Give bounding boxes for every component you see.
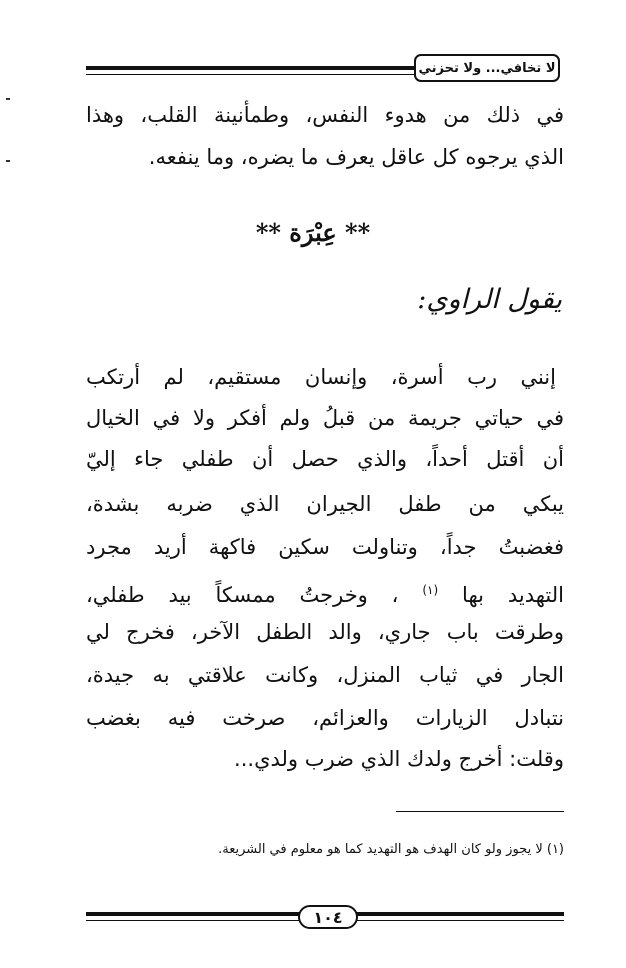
text-line: يبكي من طفل الجيران الذي ضربه بشدة، <box>86 492 564 516</box>
running-title: لا تخافي... ولا تحزني <box>414 54 560 82</box>
footnote-separator <box>396 811 564 812</box>
footnote-marker[interactable]: (١) <box>422 583 439 597</box>
section-title: ** عِبْرَة ** <box>255 218 371 247</box>
text-line: أن أقتل أحداً، والذي حصل أن طفلي جاء إليّ <box>86 447 564 471</box>
text-fragment: ، وخرجتُ ممسكاً بيد طفلي، <box>86 583 399 607</box>
text-line: وطرقت باب جاري، والد الطفل الآخر، فخرج لي <box>86 620 564 644</box>
page-number: ١٠٤ <box>298 905 358 929</box>
text-line: إنني رب أسرة، وإنسان مستقيم، لم أرتكب <box>86 365 556 389</box>
footnote-text: (١) لا يجوز ولو كان الهدف هو التهديد كما هو معلوم في الشريعة. <box>218 842 564 857</box>
text-line: الجار في ثياب المنزل، وكانت علاقتي به جيدة، <box>86 663 564 687</box>
margin-mark <box>6 98 10 100</box>
text-line: فغضبتُ جداً، وتناولت سكين فاكهة أريد مجرد <box>86 535 564 559</box>
speaker-heading: يقول الراوي: <box>417 284 562 315</box>
text-line: في ذلك من هدوء النفس، وطمأنينة القلب، وهذا <box>86 103 564 127</box>
text-fragment: التهديد بها <box>462 583 564 607</box>
text-line: في حياتي جريمة من قبلُ ولم أفكر ولا في الخيال <box>86 406 564 430</box>
text-line: الذي يرجوه كل عاقل يعرف ما يضره، وما ينفعه. <box>148 145 564 169</box>
header-rule-thick <box>86 66 414 70</box>
text-line: نتبادل الزيارات والعزائم، صرخت فيه بغضب <box>86 706 564 730</box>
margin-mark <box>6 160 10 162</box>
text-line: وقلت: أخرج ولدك الذي ضرب ولدي... <box>234 747 564 771</box>
header-rule-thin <box>86 74 414 75</box>
text-line-with-footnote <box>86 575 564 610</box>
